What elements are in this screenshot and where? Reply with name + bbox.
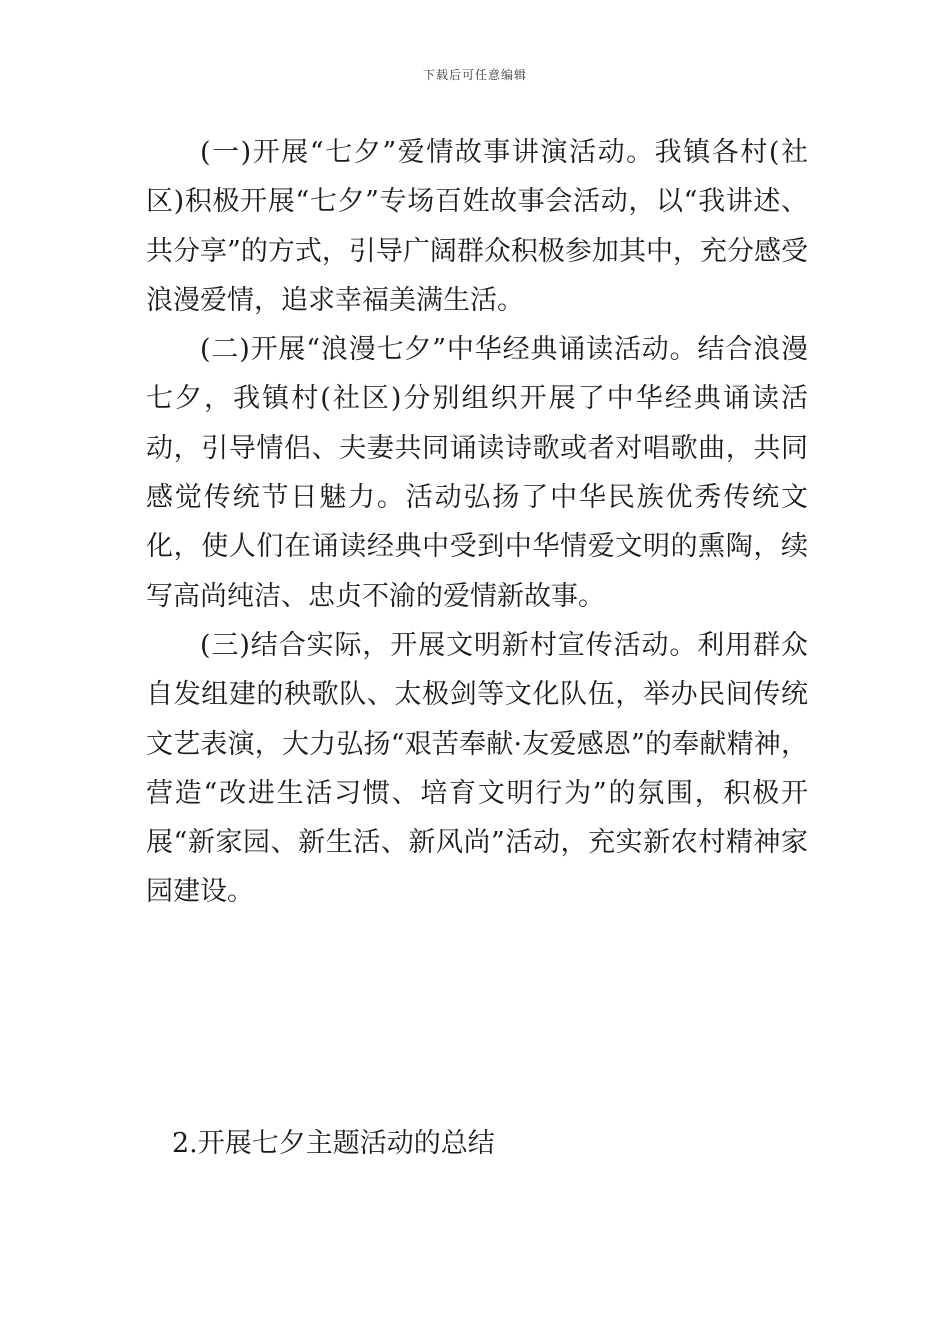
paragraph-civilized-village-activity: (三)结合实际，开展文明新村宣传活动。利用群众自发组建的秧歌队、太极剑等文化队伍，举办民间传统文艺表演，大力弘扬“艰苦奉献·友爱感恩”的奉献精神，营造“改进生活习惯、培育文明行为”的氛围，积极开展“新家园、新生活、新风尚”活动，充实新农村精神家园建设。	[146, 629, 808, 908]
page-header-note: 下载后可任意编辑	[422, 68, 527, 82]
paragraph-storytelling-activity: (一)开展“七夕”爱情故事讲演活动。我镇各村(社区)积极开展“七夕”专场百姓故事会活动，以“我讲述、共分享”的方式，引导广阔群众积极参加其中，充分感受浪漫爱情，追求幸福美满生活。	[146, 137, 808, 316]
paragraph-classic-recitation-activity: (二)开展“浪漫七夕”中华经典诵读活动。结合浪漫七夕，我镇村(社区)分别组织开展了中华经典诵读活动，引导情侣、夫妻共同诵读诗歌或者对唱歌曲，共同感觉传统节日魅力。活动弘扬了中华民族优秀传统文化，使人们在诵读经典中受到中华情爱文明的熏陶，续写高尚纯洁、忠贞不渝的爱情新故事。	[146, 334, 808, 612]
section-heading: 2.开展七夕主题活动的总结	[172, 1128, 495, 1159]
document-body	[146, 128, 808, 917]
